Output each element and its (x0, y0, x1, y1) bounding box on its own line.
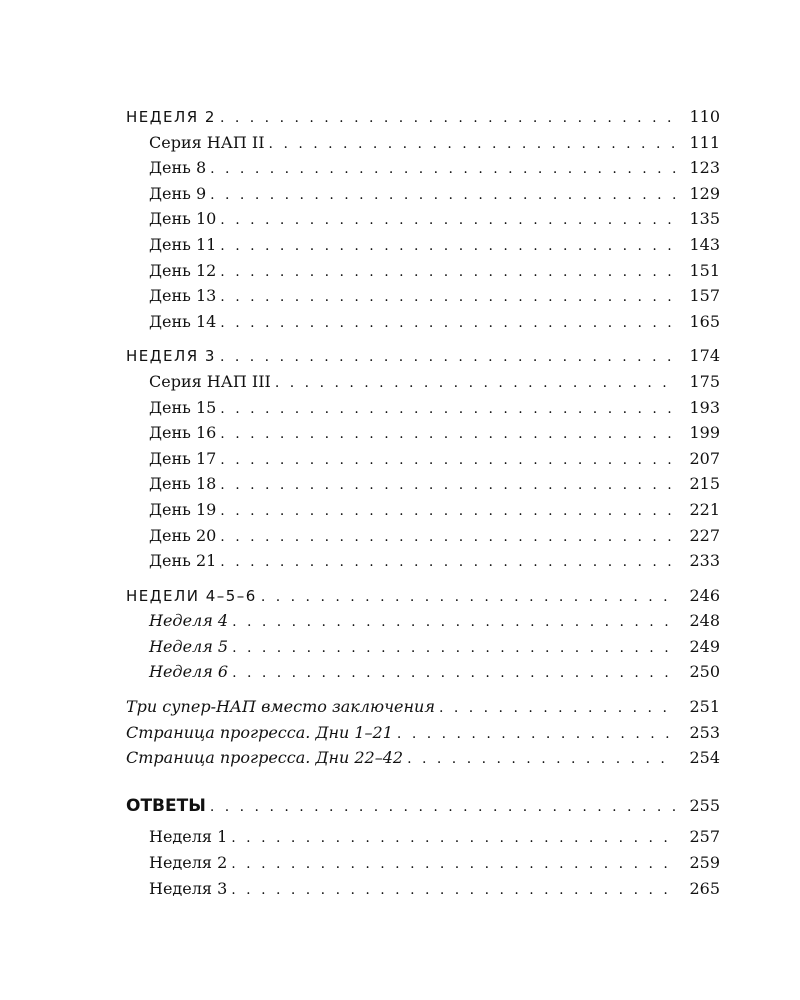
toc-entry[interactable] (126, 369, 720, 395)
toc-label: НЕДЕЛИ 4–5–6 (126, 586, 257, 605)
toc-page-number: 233 (689, 551, 720, 571)
toc-page-number: 257 (689, 827, 720, 847)
toc-page-number: 157 (689, 286, 720, 306)
toc-entry[interactable] (126, 130, 720, 156)
dot-leader (220, 260, 676, 286)
toc-page-number: 174 (689, 346, 720, 366)
toc-entry[interactable] (126, 694, 720, 720)
dot-leader (210, 157, 676, 183)
toc-entry[interactable] (126, 420, 720, 446)
toc-page-number: 135 (689, 209, 720, 229)
toc-label: День 20 (149, 525, 217, 545)
toc-label: Неделя 4 (149, 611, 229, 631)
dot-leader (210, 795, 676, 821)
toc-page-number: 259 (689, 853, 720, 873)
toc-page-number: 250 (689, 662, 720, 682)
toc-label: Неделя 1 (149, 827, 228, 847)
dot-leader (210, 183, 676, 209)
toc-entry[interactable] (126, 850, 720, 876)
toc-page-number: 227 (689, 525, 720, 545)
toc-page-number: 251 (689, 697, 720, 717)
dot-leader (220, 208, 676, 234)
toc-label: Страница прогресса. Дни 22–42 (126, 748, 404, 768)
toc-label: Неделя 5 (149, 636, 229, 656)
toc-page-number: 249 (689, 636, 720, 656)
toc-page-number: 151 (689, 260, 720, 280)
toc-entry[interactable] (126, 659, 720, 685)
toc-page-number: 248 (689, 611, 720, 631)
toc-entry[interactable] (126, 876, 720, 902)
toc-page-number: 207 (689, 448, 720, 468)
dot-leader (231, 852, 676, 878)
dot-leader (220, 345, 676, 371)
toc-entry[interactable] (126, 155, 720, 181)
dot-leader (220, 234, 676, 260)
dot-leader (232, 610, 676, 636)
dot-leader (220, 525, 676, 551)
dot-leader (439, 696, 676, 722)
toc-entry[interactable] (126, 720, 720, 746)
toc-page-number: 129 (689, 183, 720, 203)
toc-entry-answers[interactable] (126, 793, 720, 819)
dot-leader (397, 722, 676, 748)
toc-label: День 18 (149, 474, 217, 494)
toc-page-number: 175 (689, 371, 720, 391)
toc-label: Серия НАП III (149, 371, 271, 391)
toc-page-number: 199 (689, 423, 720, 443)
toc-entry-weeks-4-5-6[interactable] (126, 583, 720, 609)
dot-leader (231, 826, 676, 852)
toc-entry[interactable] (126, 446, 720, 472)
toc-label: День 17 (149, 448, 217, 468)
toc-label: День 21 (149, 551, 217, 571)
toc-entry[interactable] (126, 258, 720, 284)
toc-entry[interactable] (126, 395, 720, 421)
toc-page-number: 123 (689, 158, 720, 178)
toc-page-number: 111 (689, 132, 720, 152)
toc-label: День 13 (149, 286, 217, 306)
dot-leader (220, 448, 676, 474)
toc-label: Неделя 2 (149, 853, 228, 873)
toc-label: День 11 (149, 234, 217, 254)
toc-label: Неделя 6 (149, 662, 229, 682)
toc-entry[interactable] (126, 283, 720, 309)
toc-entry[interactable] (126, 181, 720, 207)
table-of-contents (126, 104, 720, 901)
dot-leader (220, 285, 676, 311)
toc-page-number: 246 (689, 585, 720, 605)
toc-label: Страница прогресса. Дни 1–21 (126, 722, 393, 742)
toc-page-number: 193 (689, 397, 720, 417)
dot-leader (232, 661, 676, 687)
toc-label: День 8 (149, 158, 207, 178)
toc-entry[interactable] (126, 523, 720, 549)
toc-label: Три супер-НАП вместо заключения (126, 697, 435, 717)
toc-label: День 14 (149, 311, 217, 331)
toc-page-number: 165 (689, 311, 720, 331)
dot-leader (269, 132, 676, 158)
toc-label: День 10 (149, 209, 217, 229)
toc-page-number: 265 (689, 878, 720, 898)
toc-entry[interactable] (126, 608, 720, 634)
toc-page-number: 254 (689, 748, 720, 768)
toc-page-number: 143 (689, 234, 720, 254)
dot-leader (220, 422, 676, 448)
toc-label: Неделя 3 (149, 878, 228, 898)
toc-entry[interactable] (126, 634, 720, 660)
dot-leader (220, 473, 676, 499)
toc-entry[interactable] (126, 309, 720, 335)
dot-leader (220, 397, 676, 423)
dot-leader (220, 550, 676, 576)
toc-label: День 15 (149, 397, 217, 417)
toc-label: День 12 (149, 260, 217, 280)
toc-label: Серия НАП II (149, 132, 265, 152)
dot-leader (220, 499, 676, 525)
toc-page-number: 253 (689, 722, 720, 742)
toc-entry[interactable] (126, 497, 720, 523)
toc-entry[interactable] (126, 745, 720, 771)
toc-entry-week-2[interactable] (126, 104, 720, 130)
dot-leader (220, 106, 676, 132)
toc-entry[interactable] (126, 824, 720, 850)
toc-entry[interactable] (126, 548, 720, 574)
toc-entry-week-3[interactable] (126, 343, 720, 369)
toc-entry[interactable] (126, 232, 720, 258)
toc-label: День 16 (149, 423, 217, 443)
toc-entry[interactable] (126, 206, 720, 232)
dot-leader (220, 311, 676, 337)
toc-label: ОТВЕТЫ (126, 795, 206, 816)
dot-leader (407, 747, 676, 773)
spacer (126, 771, 720, 793)
toc-page-number: 215 (689, 474, 720, 494)
toc-entry[interactable] (126, 471, 720, 497)
dot-leader (261, 585, 676, 611)
toc-page-number: 110 (689, 107, 720, 126)
toc-label: НЕДЕЛЯ 3 (126, 347, 216, 366)
dot-leader (231, 878, 676, 904)
dot-leader (275, 371, 676, 397)
toc-label: НЕДЕЛЯ 2 (126, 108, 216, 126)
toc-page-number: 255 (689, 795, 720, 815)
dot-leader (232, 636, 676, 662)
toc-label: День 9 (149, 183, 207, 203)
toc-label: День 19 (149, 499, 217, 519)
toc-page-number: 221 (689, 499, 720, 519)
